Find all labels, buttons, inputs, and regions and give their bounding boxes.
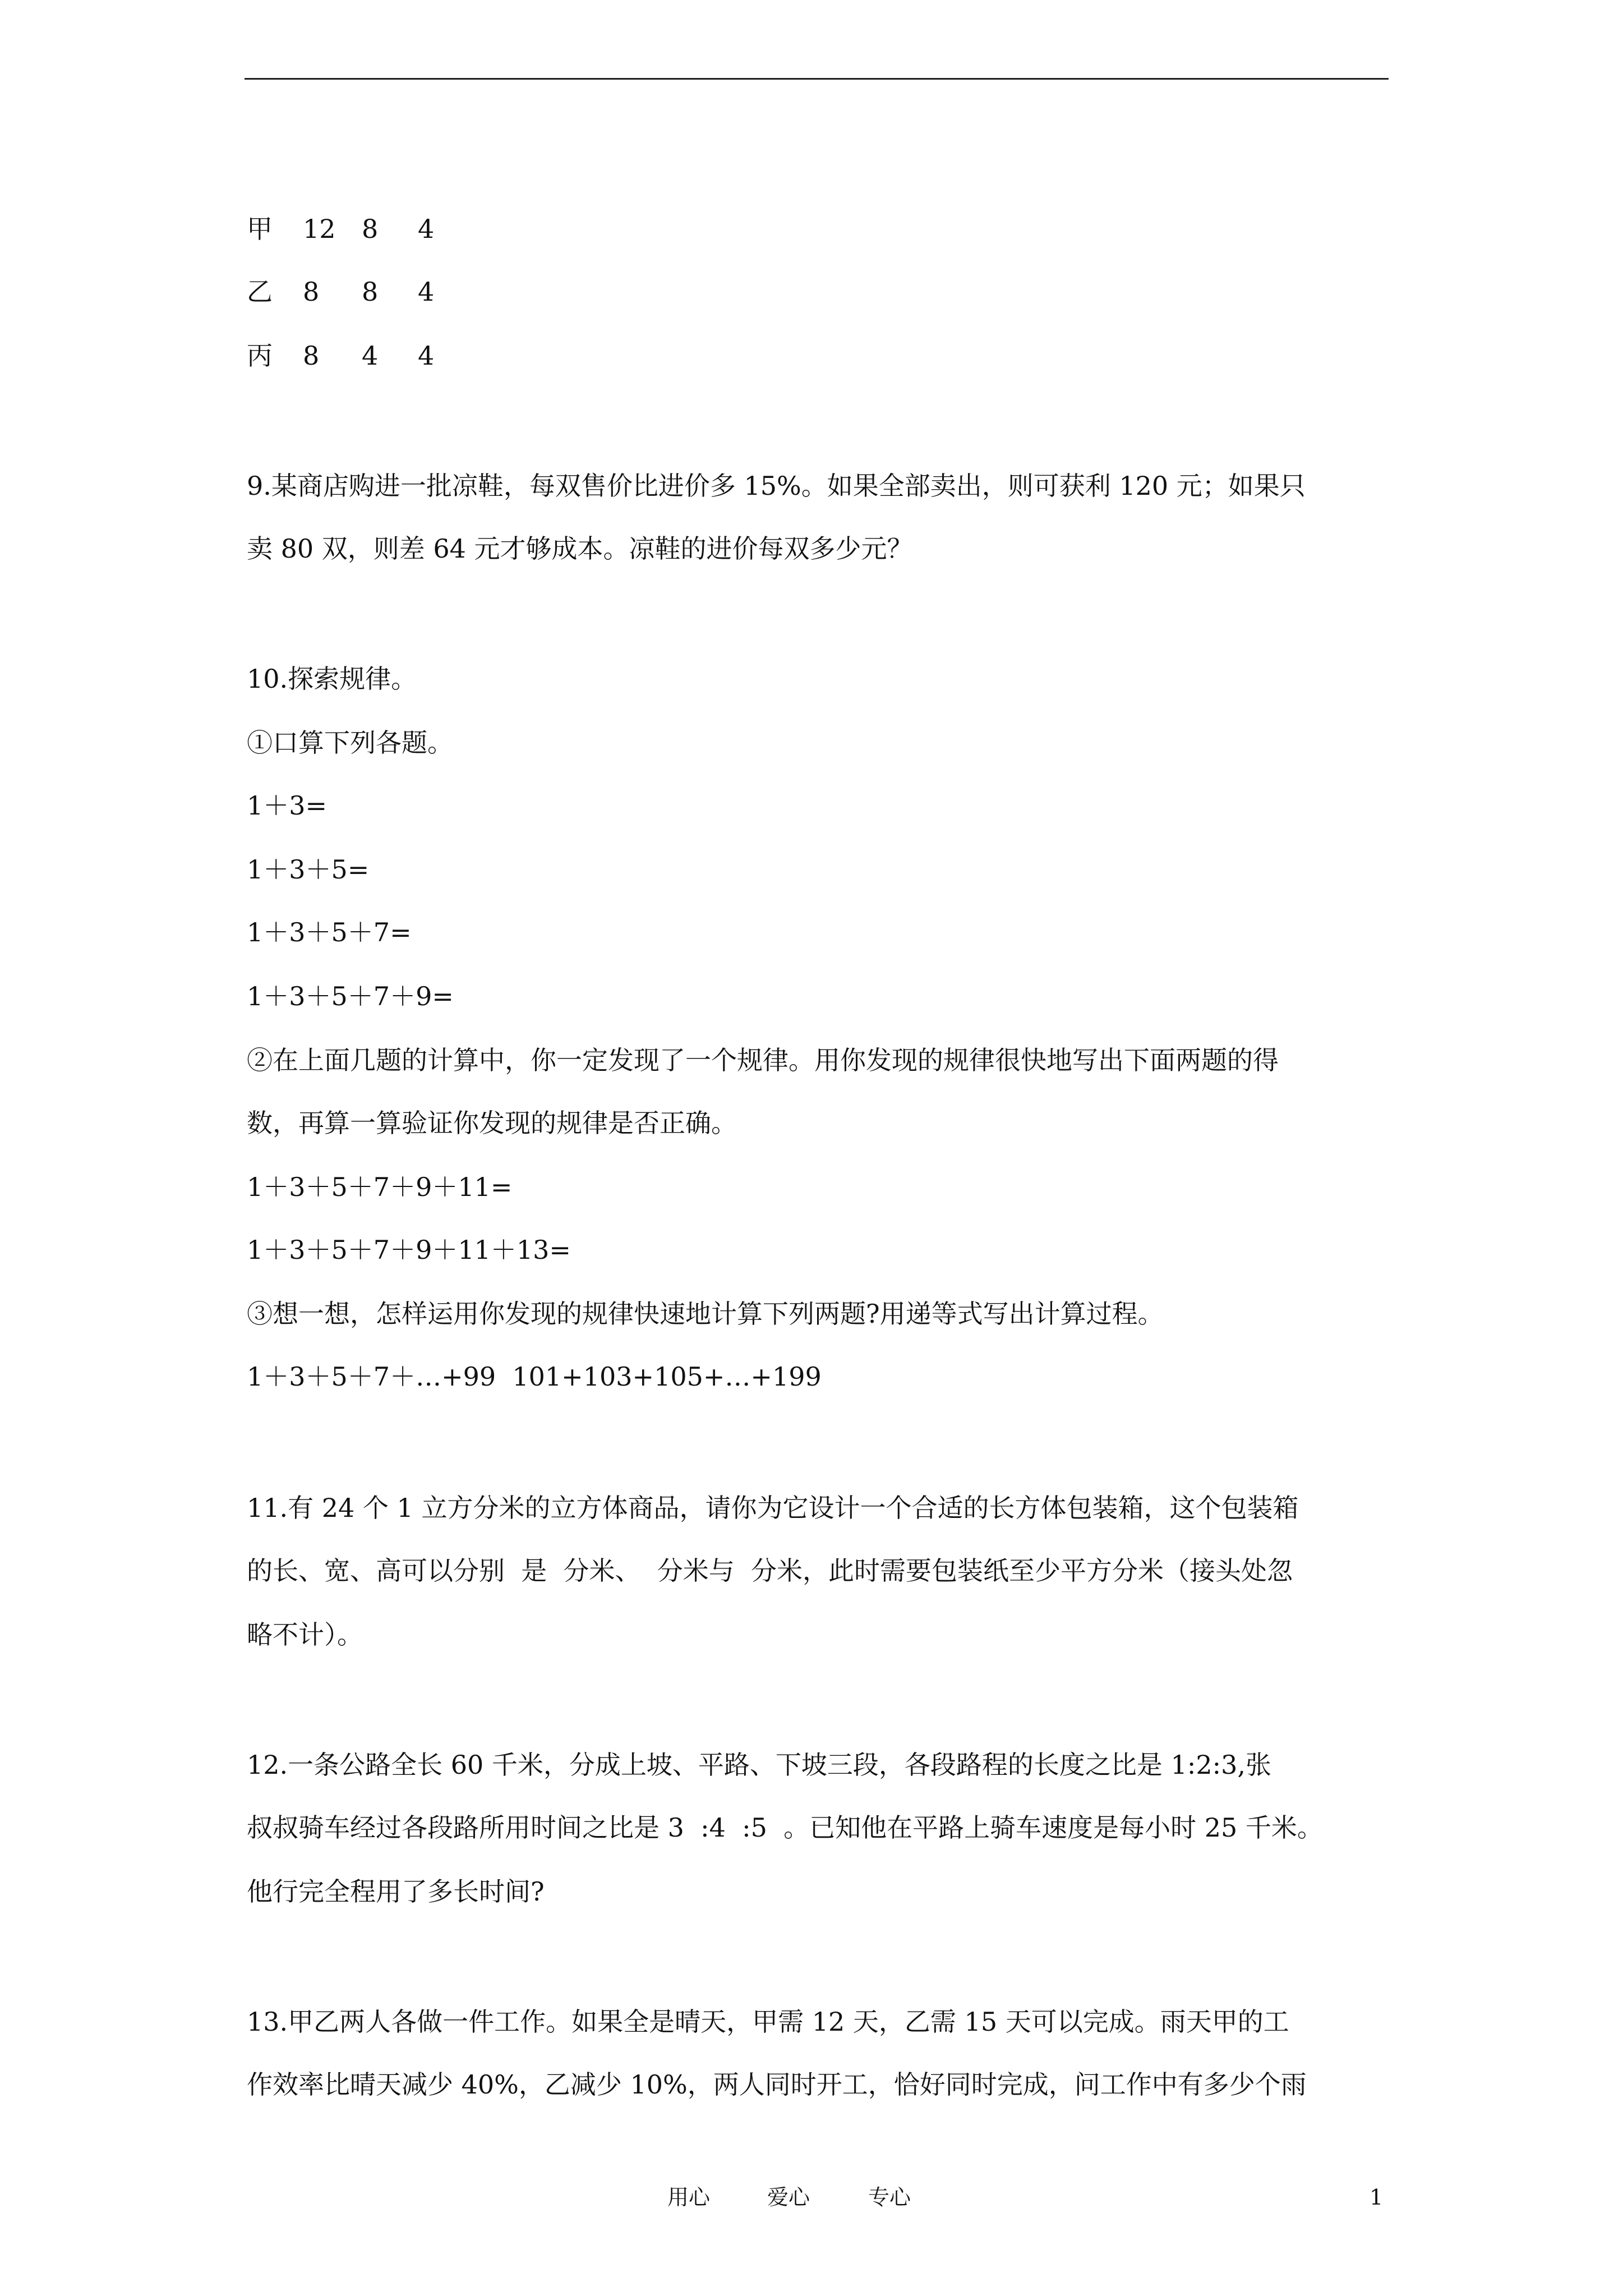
question-13-line-2: 作效率比晴天减少 40%，乙减少 10%，两人同时开工，恰好同时完成，问工作中有多少个雨 — [247, 2069, 1307, 2100]
question-12-line-3: 他行完全程用了多长时间? — [247, 1876, 545, 1907]
table-cell: 8 — [362, 277, 379, 307]
table-cell: 4 — [362, 341, 379, 371]
header-rule — [245, 78, 1389, 80]
question-10-part-2-line-2: 数，再算一算验证你发现的规律是否正确。 — [247, 1108, 737, 1138]
table-cell: 8 — [362, 214, 379, 244]
question-9-line-2: 卖 80 双，则差 64 元才够成本。凉鞋的进价每双多少元？ — [247, 533, 913, 564]
question-12-line-1: 12.一条公路全长 60 千米，分成上坡、平路、下坡三段，各段路程的长度之比是 1:2:3,张 — [247, 1750, 1271, 1780]
table-cell: 乙 — [247, 277, 273, 307]
footer-motto-2: 爱心 — [767, 2185, 810, 2210]
question-10-part-3: ③想一想，怎样运用你发现的规律快速地计算下列两题?用递等式写出计算过程。 — [247, 1299, 1164, 1329]
expression: 1＋3＋5＋7＋9＋11＋13= — [247, 1235, 571, 1265]
expression: 1＋3＋5＋7= — [247, 917, 412, 947]
expression: 1＋3＋5＋7＋9＋11= — [247, 1172, 513, 1202]
table-cell: 4 — [418, 214, 435, 244]
table-cell: 12 — [303, 214, 336, 244]
footer-motto-3: 专心 — [868, 2185, 911, 2210]
expression: 1＋3= — [247, 790, 328, 821]
page-number: 1 — [1370, 2185, 1384, 2210]
expression: 1＋3＋5= — [247, 854, 370, 885]
question-11-line-1: 11.有 24 个 1 立方分米的立方体商品，请你为它设计一个合适的长方体包装箱，这个包装箱 — [247, 1493, 1299, 1523]
table-cell: 4 — [418, 277, 435, 307]
question-13-line-1: 13.甲乙两人各做一件工作。如果全是晴天，甲需 12 天，乙需 15 天可以完成。雨天甲的工 — [247, 2007, 1289, 2037]
question-11-line-2: 的长、宽、高可以分别 是 分米、 分米与 分米，此时需要包装纸至少平方分米（接头处忽 — [247, 1556, 1293, 1586]
question-12-line-2: 叔叔骑车经过各段路所用时间之比是 3 :4 :5 。已知他在平路上骑车速度是每小时 25 千米。 — [247, 1812, 1323, 1843]
table-cell: 4 — [418, 341, 435, 371]
footer-motto-1: 用心 — [667, 2185, 711, 2210]
table-cell: 甲 — [247, 214, 273, 244]
expression: 1＋3＋5＋7＋9= — [247, 981, 454, 1011]
expression: 1＋3＋5＋7＋…+99 101+103+105+…+199 — [247, 1361, 822, 1392]
table-cell: 8 — [303, 277, 320, 307]
question-11-line-3: 略不计）。 — [247, 1619, 363, 1650]
question-10-part-2-line-1: ②在上面几题的计算中，你一定发现了一个规律。用你发现的规律很快地写出下面两题的得 — [247, 1045, 1279, 1075]
table-cell: 丙 — [247, 341, 273, 371]
table-cell: 8 — [303, 341, 320, 371]
question-10-part-1: ①口算下列各题。 — [247, 728, 453, 758]
question-10-title: 10.探索规律。 — [247, 664, 417, 694]
question-9-line-1: 9.某商店购进一批凉鞋，每双售价比进价多 15%。如果全部卖出，则可获利 120 元；如果只 — [247, 471, 1306, 501]
